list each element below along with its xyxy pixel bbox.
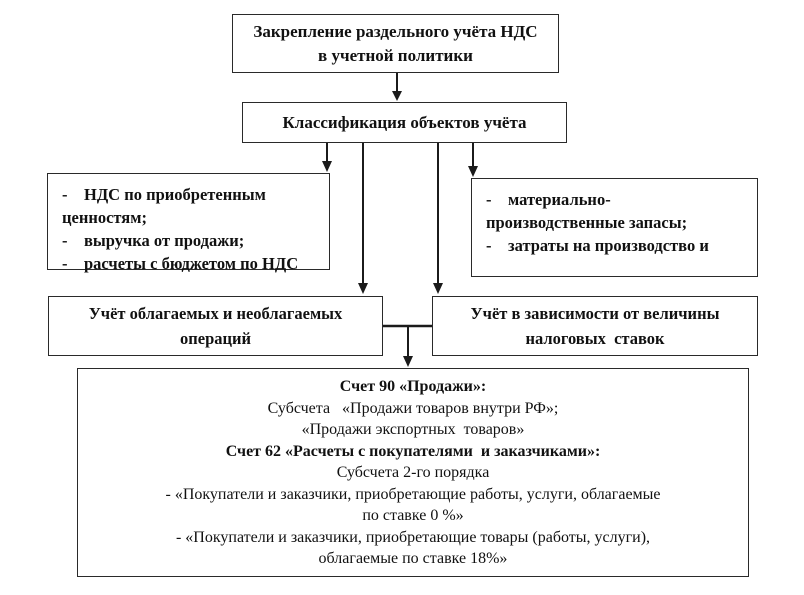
list-item: - НДС по приобретенным bbox=[62, 185, 266, 204]
account-90-subaccount: Субсчета «Продажи товаров внутри РФ»; bbox=[267, 399, 559, 417]
account-62-subaccount: - «Покупатели и заказчики, приобретающие работы, услуги, облагаемые bbox=[165, 485, 661, 503]
box-taxable-nontaxable-line: операций bbox=[179, 329, 252, 348]
arrow-classification-to-left-list bbox=[322, 143, 332, 172]
box-classification bbox=[242, 102, 567, 143]
arrow-classification-to-right-list bbox=[468, 143, 478, 177]
box-classification-label: Классификация объектов учёта bbox=[282, 112, 527, 132]
box-accounts-detail bbox=[77, 368, 749, 577]
list-item: - затраты на производство и bbox=[486, 236, 709, 255]
list-item: производственные запасы; bbox=[486, 213, 688, 232]
account-62-subaccount: облагаемые по ставке 18%» bbox=[318, 550, 508, 567]
list-item: ценностям; bbox=[62, 208, 147, 227]
box-tax-rate-line: налоговых ставок bbox=[525, 329, 665, 348]
box-taxable-nontaxable-line: Учёт облагаемых и необлагаемых bbox=[88, 304, 343, 323]
account-62-heading: Счет 62 «Расчеты с покупателями и заказчиками»: bbox=[225, 442, 601, 460]
arrow-classification-to-mid-right bbox=[433, 143, 443, 294]
account-90-heading: Счет 90 «Продажи»: bbox=[339, 378, 487, 395]
box-accounting-policy bbox=[232, 14, 559, 73]
box-accounting-policy-line: Закрепление раздельного учёта НДС bbox=[253, 21, 538, 41]
box-tax-rate-accounting bbox=[432, 296, 758, 356]
list-item: - расчеты с бюджетом по НДС bbox=[62, 254, 299, 273]
account-90-subaccount: «Продажи экспортных товаров» bbox=[301, 421, 525, 438]
account-62-subaccount: по ставке 0 %» bbox=[362, 507, 464, 524]
arrow-classification-to-mid-left bbox=[358, 143, 368, 294]
box-inventory-objects-list bbox=[471, 178, 758, 277]
box-accounting-policy-line: в учетной политики bbox=[318, 45, 473, 65]
arrow-mid-junction-to-accounts bbox=[383, 326, 432, 367]
list-item: - материально- bbox=[486, 190, 611, 209]
box-taxable-nontaxable-operations bbox=[48, 296, 383, 356]
list-item: - выручка от продажи; bbox=[62, 231, 245, 250]
box-tax-rate-line: Учёт в зависимости от величины bbox=[470, 304, 720, 323]
account-62-subaccount: - «Покупатели и заказчики, приобретающие товары (работы, услуги), bbox=[175, 528, 651, 546]
box-vat-objects-list bbox=[47, 173, 330, 273]
account-62-subaccount: Субсчета 2-го порядка bbox=[336, 464, 490, 481]
arrow-title-to-classification bbox=[392, 73, 402, 101]
